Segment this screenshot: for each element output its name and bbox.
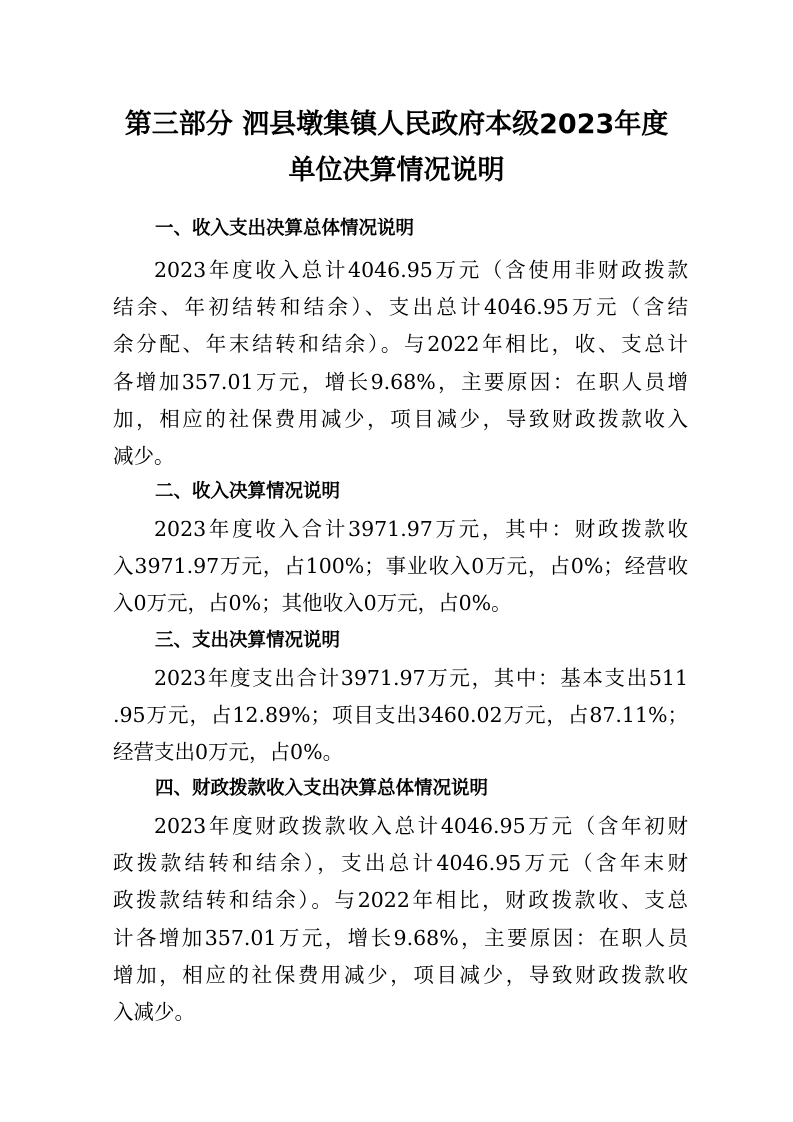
section-1-line-6: 减少。: [113, 444, 175, 469]
section-2-line-1: 2023年度收入合计3971.97万元，其中：财政拨款收: [154, 517, 688, 541]
section-2-paragraph: [113, 511, 688, 623]
section-4-line-6: 入减少。: [113, 1000, 195, 1025]
section-2-line-3: 入0万元，占0%；其他收入0万元，占0%。: [113, 591, 512, 616]
section-1-heading: 一、收入支出决算总体情况说明: [155, 218, 415, 239]
section-3-heading: 三、支出决算情况说明: [155, 630, 341, 651]
section-2-heading: 二、收入决算情况说明: [155, 481, 341, 502]
page-title: [60, 102, 733, 194]
section-3-line-2: .95万元，占12.89%；项目支出3460.02万元，占87.11%；: [113, 703, 688, 728]
section-4-line-3: 政拨款结转和结余）。与2022年相比，财政拨款收、支总: [113, 888, 688, 913]
section-3-paragraph: [113, 660, 688, 772]
section-2-line-2: 入3971.97万元，占100%；事业收入0万元，占0%；经营收: [113, 554, 688, 579]
section-3-line-3: 经营支出0万元，占0%。: [113, 740, 344, 765]
section-1-line-1: 2023年度收入总计4046.95万元（含使用非财政拨款: [154, 258, 688, 282]
section-4-line-2: 政拨款结转和结余），支出总计4046.95万元（含年末财: [113, 851, 688, 876]
section-1-paragraph: [113, 252, 688, 475]
section-4-paragraph: [113, 808, 688, 1031]
section-4-heading: 四、财政拨款收入支出决算总体情况说明: [155, 778, 489, 799]
section-1-line-5: 加，相应的社保费用减少，项目减少，导致财政拨款收入: [113, 406, 688, 431]
section-1-line-4: 各增加357.01万元，增长9.68%，主要原因：在职人员增: [113, 369, 688, 394]
section-1-line-2: 结余、年初结转和结余）、支出总计4046.95万元（含结: [113, 295, 688, 320]
section-1-line-3: 余分配、年末结转和结余）。与2022年相比，收、支总计: [113, 332, 688, 357]
section-3-line-1: 2023年度支出合计3971.97万元，其中：基本支出511: [154, 666, 688, 690]
section-4-line-4: 计各增加357.01万元，增长9.68%，主要原因：在职人员: [113, 925, 688, 950]
title-line-2: 单位决算情况说明: [288, 155, 505, 186]
title-line-1: 第三部分 泗县墩集镇人民政府本级2023年度: [124, 109, 669, 140]
section-4-line-5: 增加，相应的社保费用减少，项目减少，导致财政拨款收: [113, 962, 688, 987]
section-4-line-1: 2023年度财政拨款收入总计4046.95万元（含年初财: [154, 814, 688, 838]
